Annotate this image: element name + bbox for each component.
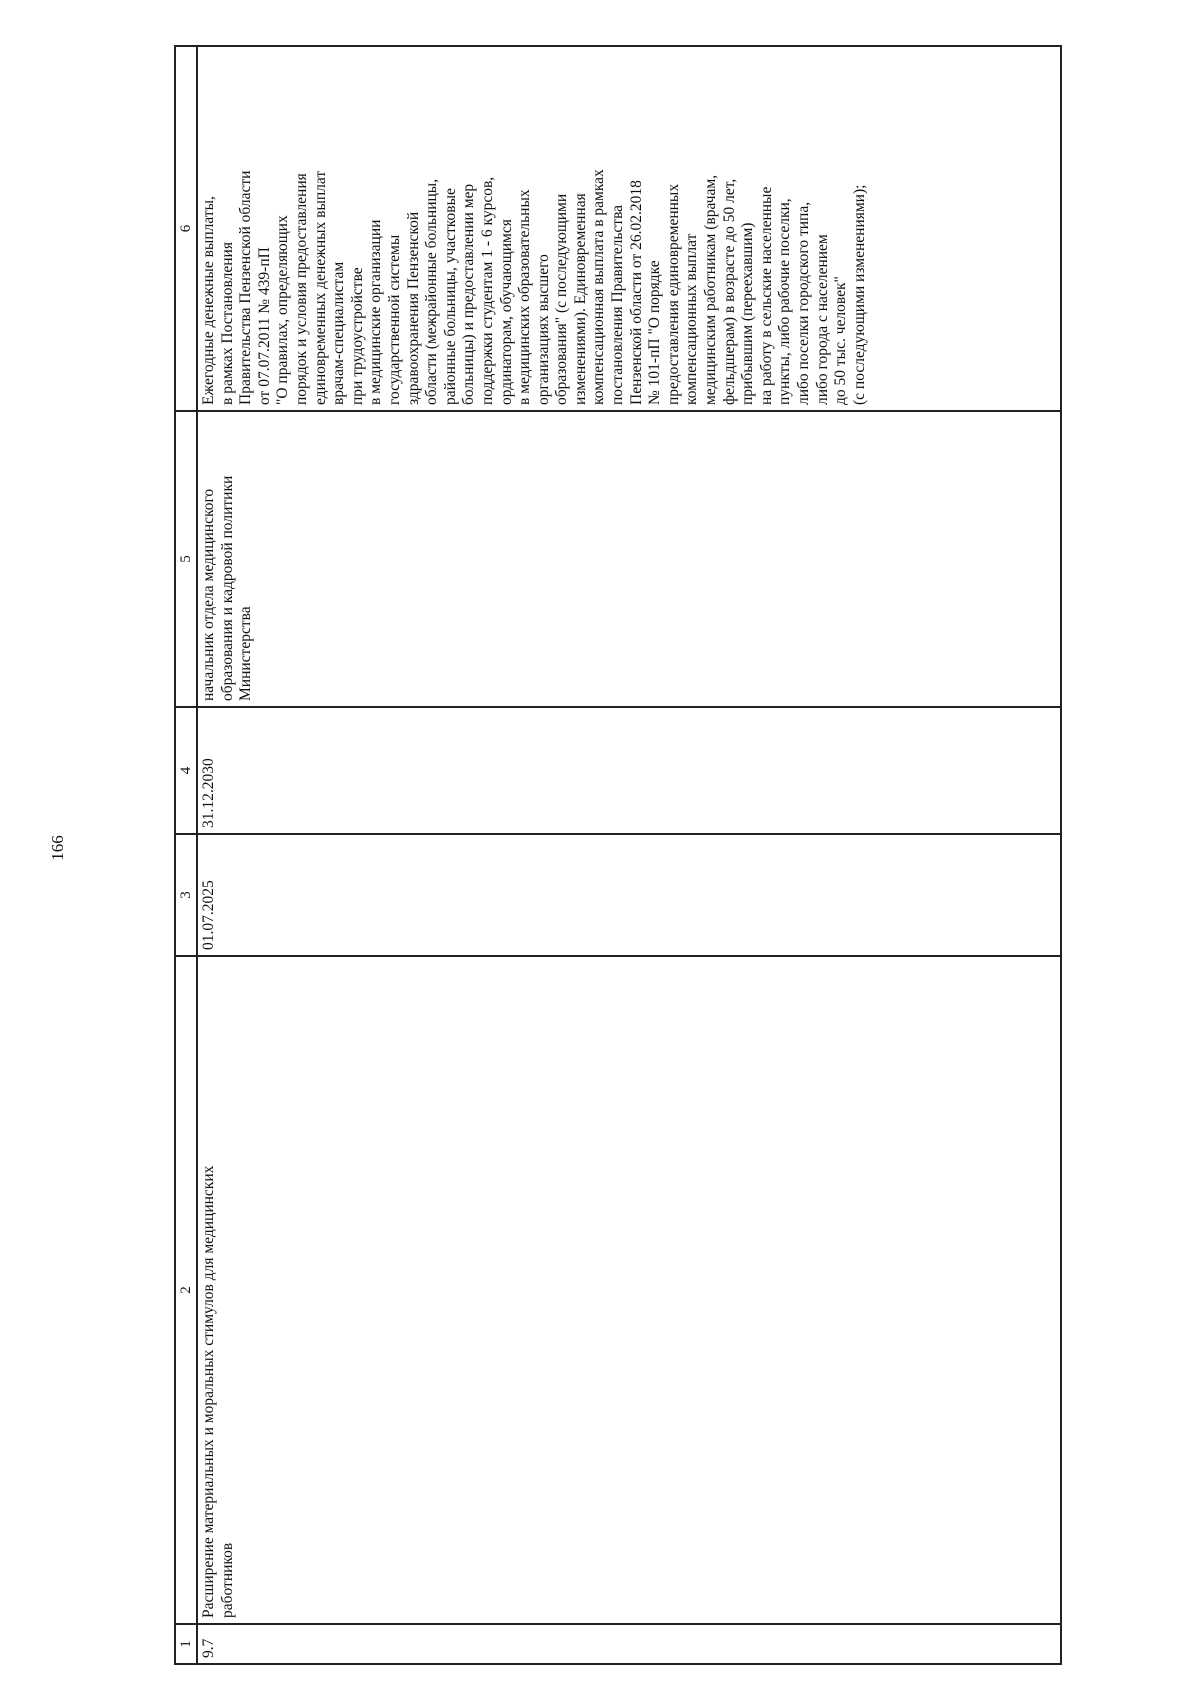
activity-table [174,45,1062,1665]
header-col-2: 2 [175,956,197,1624]
activity-cell [197,956,1061,1624]
responsible-text: начальник отдела медицинского образования и кадровой политики Министерства [200,475,255,701]
header-col-6: 6 [175,46,197,411]
start-date: 01.07.2025 [200,880,217,950]
table-row [197,46,1061,1664]
row-number-cell [197,1624,1061,1664]
description-text: Ежегодные денежные выплаты, в рамках Постановления Правительства Пензенской области от 07.07.2011 № 439-пП "О правилах, определяющих порядок и условия предоставления единовременных денежных выплат врачам-специалистам при трудоустройстве в медицинские организации государственной системы здравоохранения Пензенской области (межрайонные больницы, районные больницы, участковые больницы) и предоставлении мер поддержки студентам 1 - 6 курсов, ординаторам, обучающимся в медицинских образовательных организациях высшего образования" (с последующими изменениями). Единовременная компенсационная выплата в рамках постановления Правительства Пензенской области от 26.02.2018 № 101-пП "О порядке предоставления единовременных компенсационных выплат медицинским работникам (врачам, фельдшерам) в возрасте до 50 лет, прибывшим (переехавшим) на работу в сельские населенные пункты, либо рабочие поселки, либо поселки городского типа, либо города с населением до 50 тыс. человек" (с последующими изменениями); [200,169,868,405]
page-number: 166 [48,835,67,861]
description-cell [197,46,1061,411]
header-col-1: 1 [175,1624,197,1664]
end-date-cell [197,707,1061,834]
activity-text: Расширение материальных и моральных стимулов для медицинских работников [200,1165,236,1618]
row-number: 9.7 [200,1638,217,1658]
responsible-cell [197,411,1061,707]
header-col-4: 4 [175,707,197,834]
rotated-table-container [174,45,1062,1665]
header-col-3: 3 [175,834,197,956]
start-date-cell [197,834,1061,956]
end-date: 31.12.2030 [200,758,217,828]
header-row [175,46,197,1664]
header-col-5: 5 [175,411,197,707]
